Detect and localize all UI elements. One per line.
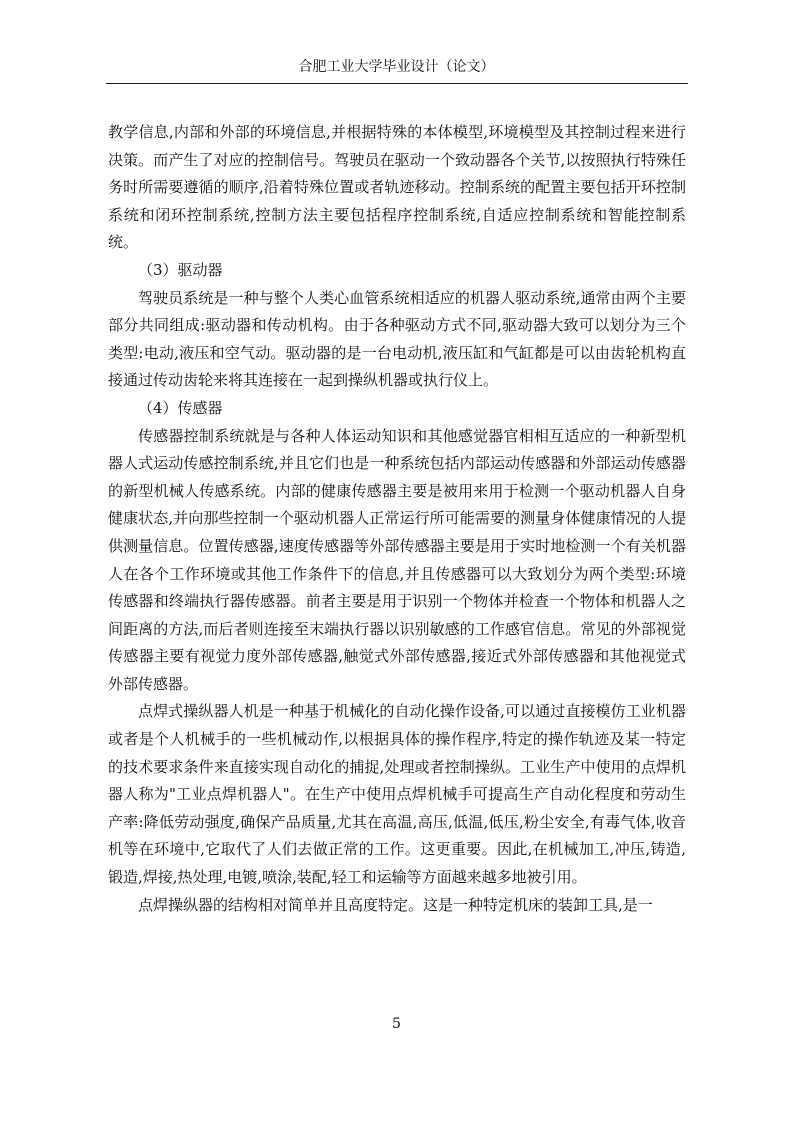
paragraph-manipulator: 点焊操纵器的结构相对简单并且高度特定。这是一种特定机床的装卸工具,是一 [138, 895, 653, 914]
running-header: 合肥工业大学毕业设计（论文） [298, 59, 495, 75]
page-number: 5 [392, 1016, 401, 1032]
paragraph-drive: 驾驶员系统是一种与整个人类心血管系统相适应的机器人驱动系统,通常由两个主要部分共同组成:驱动器和传动机构。由于各种驱动方式不同,驱动器大致可以划分为三个类型:电动,液压和空气动。驱动器的是一台电动机,液压缸和气缸都是可以由齿轮机构直接通过传动齿轮来将其连接在一起到操纵机器或执行仪上。 [108, 288, 686, 390]
body-text [108, 119, 686, 919]
subheading-drive: （3）驱动器 [138, 260, 223, 279]
paragraph-spot-welding: 点焊式操纵器人机是一种基于机械化的自动化操作设备,可以通过直接模仿工业机器或者是个人机械手的一些机械动作,以根据具体的操作程序,特定的操作轨迹及某一特定的技术要求条件来直接实现自动化的捕捉,处理或者控制操纵。工业生产中使用的点焊机器人称为"工业点焊机器人"。在生产中使用点焊机械手可提高生产自动化程度和劳动生产率:降低劳动强度,确保产品质量,尤其在高温,高压,低温,低压,粉尘安全,有毒气体,收音机等在环境中,它取代了人们去做正常的工作。这更重要。因此,在机械加工,冲压,铸造,锻造,焊接,热处理,电镀,喷涂,装配,轻工和运输等方面越来越多地被引用。 [108, 702, 686, 887]
paragraph-sensor: 传感器控制系统就是与各种人体运动知识和其他感觉器官相相互适应的一种新型机器人式运动传感控制系统,并且它们也是一种系统包括内部运动传感器和外部运动传感器的新型机械人传感系统。内部的健康传感器主要是被用来用于检测一个驱动机器人自身健康状态,并向那些控制一个驱动机器人正常运行所可能需要的测量身体健康情况的人提供测量信息。位置传感器,速度传感器等外部传感器主要是用于实时地检测一个有关机器人在各个工作环境或其他工作条件下的信息,并且传感器可以大致划分为两个类型:环境传感器和终端执行器传感器。前者主要是用于识别一个物体并检查一个物体和机器人之间距离的方法,而后者则连接至末端执行器以识别敏感的工作感官信息。常见的外部视觉传感器主要有视觉力度外部传感器,触觉式外部传感器,接近式外部传感器和其他视觉式外部传感器。 [108, 426, 686, 693]
header-divider [106, 83, 688, 84]
subheading-sensor: （4）传感器 [138, 398, 223, 417]
paragraph-continued: 教学信息,内部和外部的环境信息,并根据特殊的本体模型,环境模型及其控制过程来进行决策。而产生了对应的控制信号。驾驶员在驱动一个致动器各个关节,以按照执行特殊任务时所需要遵循的顺序,沿着特殊位置或者轨迹移动。控制系统的配置主要包括开环控制系统和闭环控制系统,控制方法主要包括程序控制系统,自适应控制系统和智能控制系统。 [108, 123, 686, 252]
